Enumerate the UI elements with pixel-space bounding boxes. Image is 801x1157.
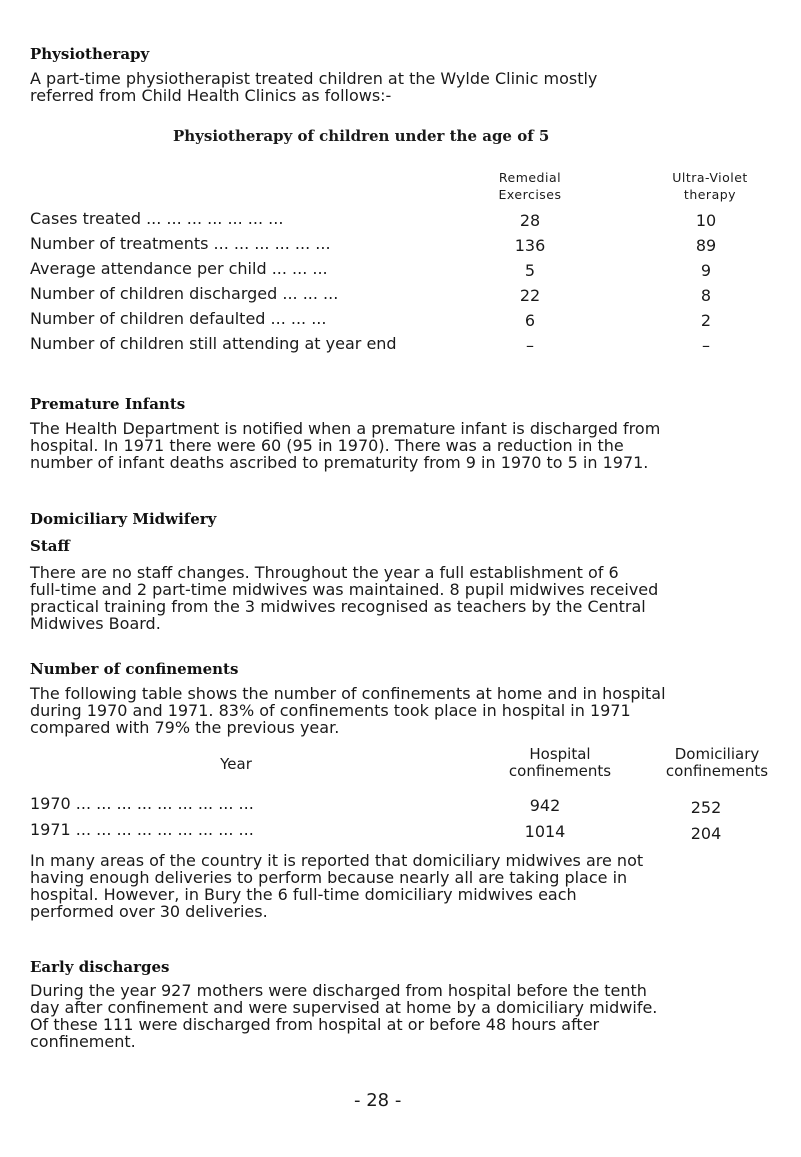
confinements-heading: Number of confinements <box>30 660 239 678</box>
premature-line-1: The Health Department is notified when a premature infant is discharged from <box>30 419 661 438</box>
remedial-value: 6 <box>524 311 536 330</box>
physiotherapy-table-title: Physiotherapy of children under the age of 5 <box>173 127 550 145</box>
staff-heading: Staff <box>30 537 70 555</box>
page-number: - 28 - <box>354 1090 402 1111</box>
domiciliary-value: 204 <box>690 824 722 843</box>
year-cell: 1970 ... ... ... ... ... ... ... ... ... <box>30 794 254 813</box>
confinements-para-line-1: In many areas of the country it is reported that domiciliary midwives are not <box>30 851 644 870</box>
early-line-1: During the year 927 mothers were discharged from hospital before the tenth <box>30 981 647 1000</box>
year-cell: 1971 ... ... ... ... ... ... ... ... ... <box>30 820 254 839</box>
confinements-line-3: compared with 79% the previous year. <box>30 718 340 737</box>
ultra-violet-value: 9 <box>700 261 712 280</box>
remedial-value: 22 <box>519 286 541 305</box>
ultra-violet-value: 89 <box>695 236 717 255</box>
premature-line-3: number of infant deaths ascribed to prematurity from 9 in 1970 to 5 in 1971. <box>30 453 649 472</box>
ultra-violet-value: – <box>702 336 710 355</box>
column-header-line: confinements <box>665 762 769 780</box>
column-header-line: Hospital <box>529 745 591 763</box>
column-header-line: confinements <box>508 762 612 780</box>
premature-infants-heading: Premature Infants <box>30 395 186 413</box>
early-line-4: confinement. <box>30 1032 136 1051</box>
domiciliary-midwifery-heading: Domiciliary Midwifery <box>30 510 217 528</box>
column-header-line: Ultra-Violet <box>672 170 748 185</box>
early-line-3: Of these 111 were discharged from hospital at or before 48 hours after <box>30 1015 600 1034</box>
ultra-violet-value: 8 <box>700 286 712 305</box>
row-label: Number of children still attending at year end <box>30 334 397 353</box>
row-label: Number of treatments ... ... ... ... ... ... <box>30 234 331 253</box>
staff-line-4: Midwives Board. <box>30 614 161 633</box>
row-label: Cases treated ... ... ... ... ... ... ... <box>30 209 284 228</box>
ultra-violet-value: 2 <box>700 311 712 330</box>
hospital-confinements-column-header <box>490 746 630 780</box>
staff-line-2: full-time and 2 part-time midwives was maintained. 8 pupil midwives received <box>30 580 659 599</box>
early-discharges-heading: Early discharges <box>30 958 170 976</box>
hospital-value: 1014 <box>524 822 566 841</box>
confinements-para-line-2: having enough deliveries to perform because nearly all are taking place in <box>30 868 628 887</box>
physiotherapy-intro-line-1: A part-time physiotherapist treated children at the Wylde Clinic mostly <box>30 69 598 88</box>
remedial-value: 28 <box>519 211 541 230</box>
premature-line-2: hospital. In 1971 there were 60 (95 in 1970). There was a reduction in the <box>30 436 624 455</box>
column-header-line: therapy <box>683 187 737 202</box>
column-header-line: Remedial <box>498 170 562 185</box>
row-label: Average attendance per child ... ... ... <box>30 259 328 278</box>
domiciliary-value: 252 <box>690 798 722 817</box>
confinements-para-line-3: hospital. However, in Bury the 6 full-time domiciliary midwives each <box>30 885 577 904</box>
year-column-header: Year <box>220 755 252 773</box>
physiotherapy-intro-line-2: referred from Child Health Clinics as follows:- <box>30 86 392 105</box>
remedial-exercises-column-header <box>480 169 580 203</box>
confinements-line-2: during 1970 and 1971. 83% of confinements took place in hospital in 1971 <box>30 701 631 720</box>
physiotherapy-heading: Physiotherapy <box>30 45 150 63</box>
remedial-value: 136 <box>514 236 546 255</box>
staff-line-1: There are no staff changes. Throughout the year a full establishment of 6 <box>30 563 619 582</box>
column-header-line: Exercises <box>498 187 562 202</box>
remedial-value: 5 <box>524 261 536 280</box>
domiciliary-confinements-column-header <box>642 746 792 780</box>
column-header-line: Domiciliary <box>674 745 760 763</box>
confinements-para-line-4: performed over 30 deliveries. <box>30 902 268 921</box>
early-line-2: day after confinement and were supervised at home by a domiciliary midwife. <box>30 998 658 1017</box>
hospital-value: 942 <box>529 796 561 815</box>
row-label: Number of children discharged ... ... ... <box>30 284 339 303</box>
ultra-violet-column-header <box>650 169 770 203</box>
confinements-line-1: The following table shows the number of confinements at home and in hospital <box>30 684 666 703</box>
ultra-violet-value: 10 <box>695 211 717 230</box>
staff-line-3: practical training from the 3 midwives recognised as teachers by the Central <box>30 597 646 616</box>
row-label: Number of children defaulted ... ... ... <box>30 309 327 328</box>
remedial-value: – <box>526 336 534 355</box>
